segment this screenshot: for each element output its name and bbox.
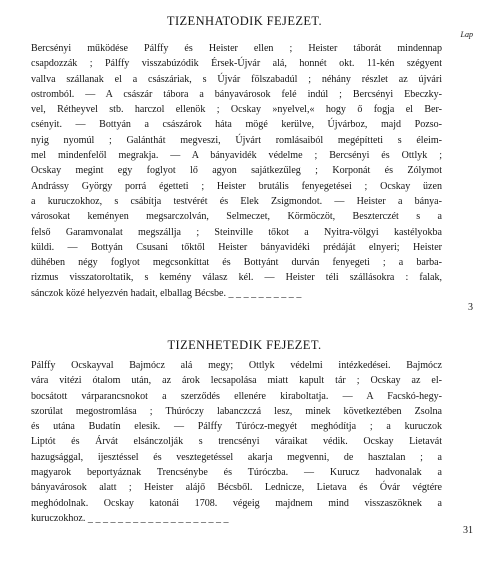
summary-line: magyarok beportyáznak Trencsénybe és Túróczba. — Kurucz hadvonalak a xyxy=(31,467,442,479)
summary-line: csapdozzák ; Pálffy visszabúzódik Érsek-Újvár alá, honnét okt. 11-kén szégyent xyxy=(31,58,442,70)
summary-line: rizmus visszatoroltatik, s kemény válasz kél. — Heister téli szállásokra : falak, xyxy=(31,272,442,284)
chapter-title: TIZENHATODIK FEJEZET. xyxy=(166,14,323,28)
summary-line: bányavárosok alatt ; Heister alájő Bécsből. Lednicze, Lietava és Óvár végtére xyxy=(31,482,442,494)
summary-line: meghódolnak. Ocskay katonái 1708. végeig majdnem mind visszaszöknek a xyxy=(31,497,442,509)
summary-line: nyig nyomúl ; Galánthát megveszi, Újvárt romlásaiból megépítteti s éleim- xyxy=(31,134,442,146)
summary-line: városokat keményen megsarczolván, Selmeczet, Körmöczöt, Beszterczét s a xyxy=(31,211,442,223)
summary-line: hazugsággal, ijesztéssel és vesztegetéssel akarja megvenni, de hasztalan ; a xyxy=(31,451,442,463)
summary-line: kuruczokhoz. _ _ _ _ _ _ _ _ _ _ _ _ _ _ _ _ _ _ _ xyxy=(31,512,229,524)
summary-line: Pálffy Ocskayval Bajmócz alá megy; Ottlyk védelmi intézkedései. Bajmócz xyxy=(31,360,442,371)
summary-line: csényit. — Bottyán a császárok háta mögé kerülve, Újvárboz, majd Pozso- xyxy=(31,119,442,131)
summary-line: vára vitézi ótalom után, az árok lecsapolása miatt kapult tár ; Ocskay az el- xyxy=(31,375,442,387)
summary-line: vallva szállanak el a császáriak, s Újvár fölszabadúl ; néhány részlet az újvári xyxy=(31,73,442,85)
chapter-title: TIZENHETEDIK FEJEZET. xyxy=(167,338,322,352)
summary-line: bocsátott várparancsnokot a szerződés ellenére kiraboltatja. — A Facskó-hegy- xyxy=(31,390,442,402)
column-label: Lap xyxy=(460,30,473,39)
page-number: 3 xyxy=(468,302,473,313)
summary-line: sánczok közé helyezvén hadait, elballag Bécsbe. _ _ _ _ _ _ _ _ _ _ xyxy=(31,287,302,299)
chapter-summary xyxy=(31,358,442,526)
summary-line: ostromból. — A császár tábora a bányavárosok felé indúl ; Bercsényi Ebeczky- xyxy=(31,88,442,100)
summary-line: mel mindenfelől megrakja. — A bányavidék védelme ; Bercsényi és Ottlyk ; xyxy=(31,150,442,162)
summary-line: Andrássy György porrá égetteti ; Heister brutális fenyegetései ; Ocskay üzen xyxy=(31,180,442,192)
summary-line: Bercsényi működése Pálffy és Heister ellen ; Heister táborát mindennap xyxy=(31,43,442,54)
chapter-summary xyxy=(31,41,442,301)
summary-line: és utána Budatín elesik. — Pálffy Túrócz-megyét meghódítja ; a kuruczok xyxy=(31,421,442,433)
summary-line: dühében négy foglyot megcsonkíttat és Bottyánt durván fenyegeti ; a barba- xyxy=(31,257,442,269)
summary-line: Ocskay megint egy foglyot lő agyon sajátkezűleg ; Korponát és Zólymot xyxy=(31,165,442,177)
summary-line: a kuruczokhoz, s csábítja testvérét és Elek Zsigmondot. — Heister a bánya- xyxy=(31,195,442,207)
summary-line: felső Garamvonalat megszállja ; Steinville tőkot a Nyitra-völgyi kastélyokba xyxy=(31,226,442,238)
summary-line: Liptót és Árvát elsánczolják s trencsényi váraikat védik. Ocskay Lietavát xyxy=(31,436,442,448)
summary-line: szorúlat megostromlása ; Thúróczy labanczczá lesz, minek következtében Zsolna xyxy=(31,405,442,417)
page-number: 31 xyxy=(463,525,473,536)
summary-line: küldi. — Bottyán Csusani tőktől Heister bányavidéki prédáját elnyeri; Heister xyxy=(31,241,442,253)
summary-line: vel, Rétheyvel stb. harczol ellenök ; Ocskay »nyelvel,« hogy ő fogja el Ber- xyxy=(31,104,442,116)
